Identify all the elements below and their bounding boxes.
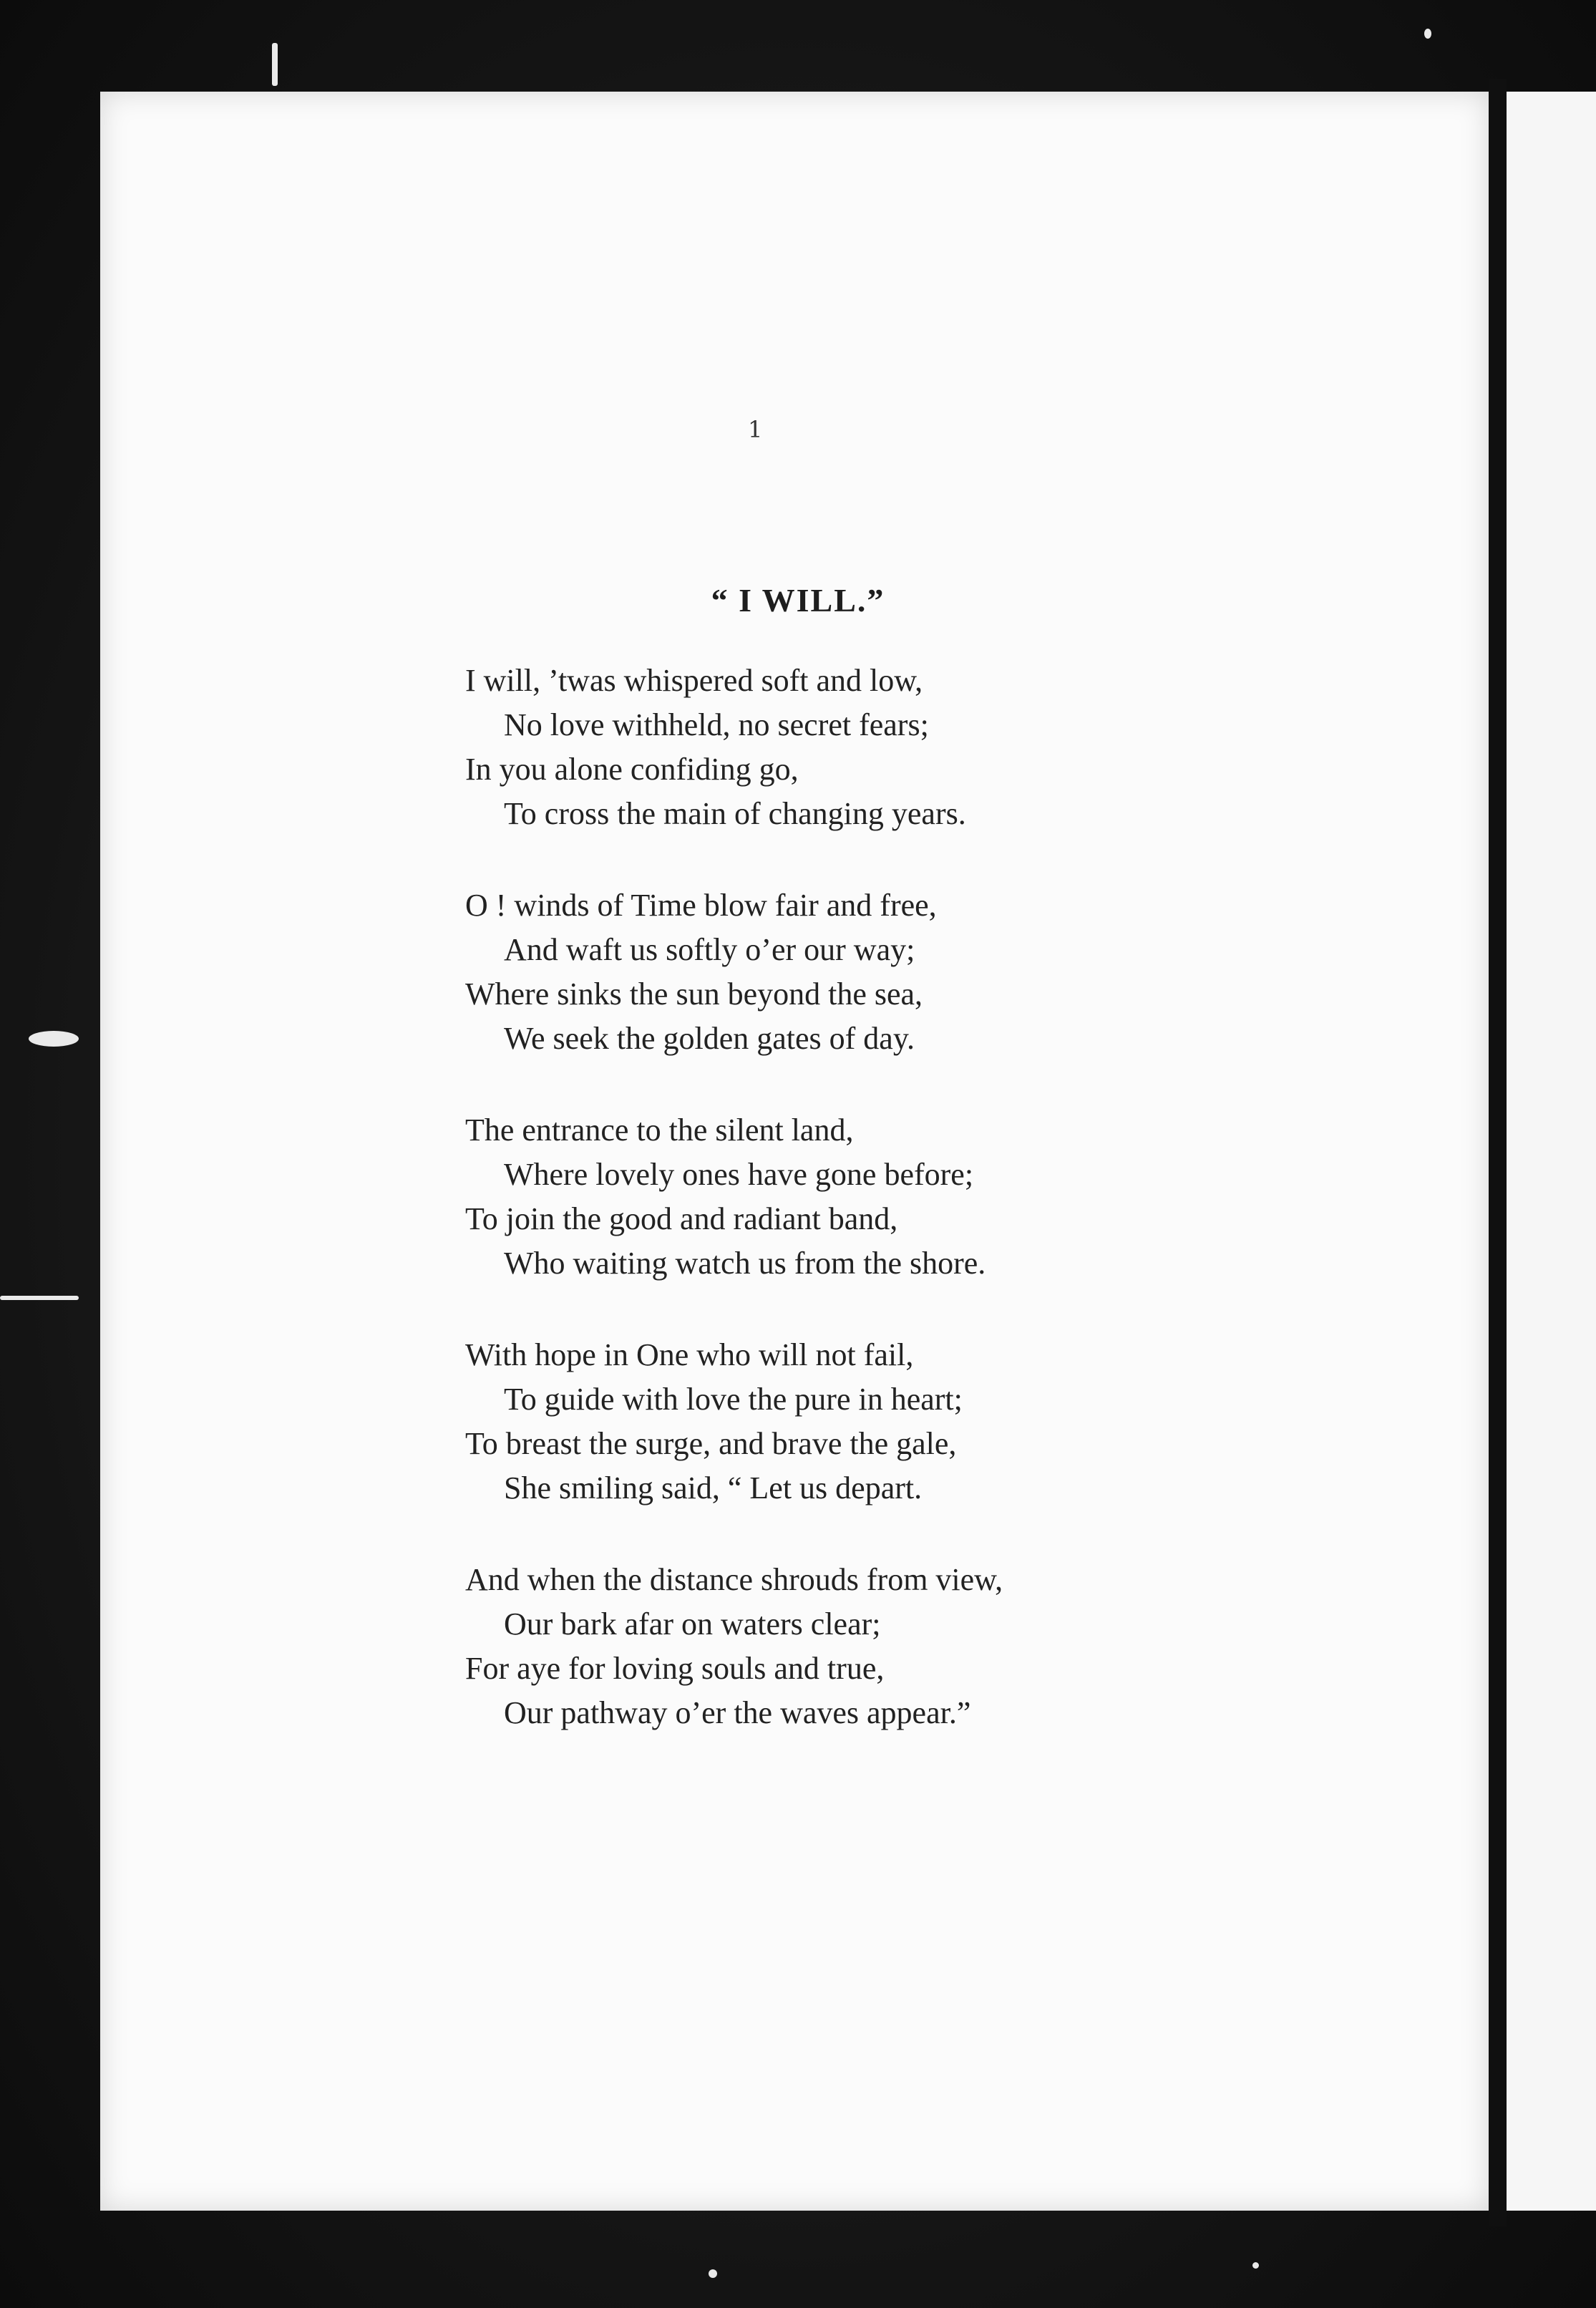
- poem-line: Our bark afar on waters clear;: [504, 1606, 881, 1642]
- stanza-3: [465, 1108, 1252, 1286]
- film-speck: [1252, 2262, 1259, 2269]
- poem-line: And when the distance shrouds from view,: [465, 1562, 1003, 1597]
- poem-line: To join the good and radiant band,: [465, 1201, 898, 1236]
- film-scratch: [0, 1296, 79, 1300]
- film-speck: [709, 2269, 717, 2278]
- film-speck: [1424, 29, 1431, 39]
- poem-line: I will, ’twas whispered soft and low,: [465, 663, 923, 698]
- stanza-2: [465, 883, 1252, 1061]
- stanza-4: [465, 1333, 1252, 1511]
- poem-line: To breast the surge, and brave the gale,: [465, 1426, 957, 1461]
- poem-line: And waft us softly o’er our way;: [504, 932, 915, 967]
- poem-body: [465, 659, 1252, 1783]
- poem-line: She smiling said, “ Let us depart.: [504, 1470, 923, 1505]
- page-number: 1: [748, 416, 763, 443]
- poem-line: Where lovely ones have gone before;: [504, 1157, 974, 1192]
- poem-line: To cross the main of changing years.: [504, 796, 966, 831]
- poem-line: O ! winds of Time blow fair and free,: [465, 888, 937, 923]
- poem-line: With hope in One who will not fail,: [465, 1337, 914, 1372]
- stanza-1: [465, 659, 1252, 836]
- poem-line: Our pathway o’er the waves appear.”: [504, 1695, 971, 1730]
- poem-line: We seek the golden gates of day.: [504, 1021, 915, 1056]
- page-gutter: [1489, 79, 1507, 2226]
- film-scratch: [272, 43, 278, 86]
- poem-line: Who waiting watch us from the shore.: [504, 1246, 986, 1281]
- poem-line: In you alone confiding go,: [465, 752, 799, 787]
- film-speck: [29, 1031, 79, 1047]
- poem-line: For aye for loving souls and true,: [465, 1651, 885, 1686]
- poem-line: To guide with love the pure in heart;: [504, 1382, 963, 1417]
- poem-line: The entrance to the silent land,: [465, 1112, 854, 1148]
- adjacent-page-edge: [1507, 92, 1596, 2211]
- poem-line: Where sinks the sun beyond the sea,: [465, 976, 923, 1012]
- stanza-5: [465, 1558, 1252, 1735]
- poem-line: No love withheld, no secret fears;: [504, 707, 929, 742]
- poem-title: “ I WILL.”: [711, 582, 885, 619]
